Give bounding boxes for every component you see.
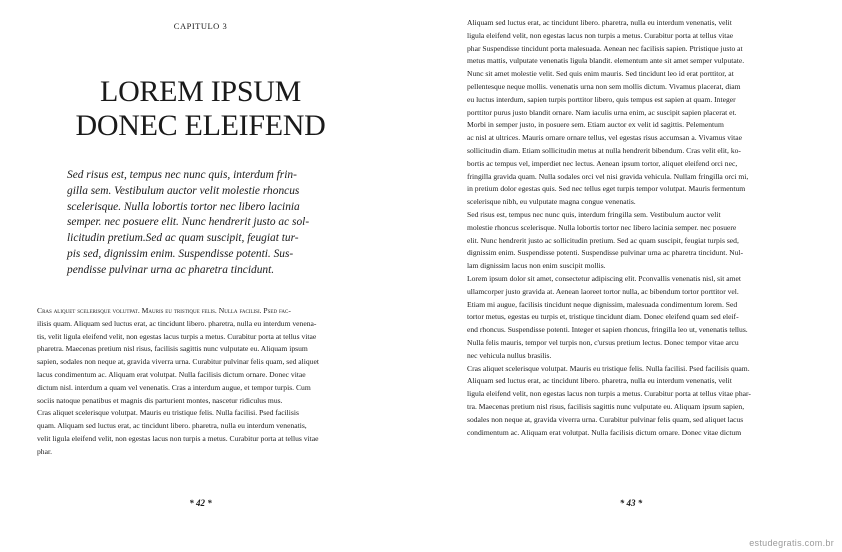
- body-line: lam dignissim lacus non enim suscipit mollis.: [467, 261, 606, 271]
- body-line: sociis natoque penatibus et magnis dis parturient montes, nascetur ridiculus mus.: [37, 395, 283, 405]
- body-line: Sed risus est, tempus nec nunc quis, interdum fringilla sem. Vestibulum auctor velit: [467, 209, 721, 219]
- body-line: pharetra. Maecenas pretium nisl risus, facilisis sagittis nunc vulputate eu. Aliquam ipsum: [37, 344, 308, 354]
- body-line: ilisis quam. Aliquam sed luctus erat, ac tincidunt libero. pharetra, nulla eu interdum venena-: [37, 318, 317, 328]
- body-line: dictum nisl. interdum a quam vel venenatis. Cras a interdum augue, et tempor turpis. Cum: [37, 382, 311, 392]
- body-line: condimentum ac. Aliquam erat volutpat. Nulla facilisis dictum ornare. Donec vitae dictum: [467, 427, 742, 437]
- body-line: tortor metus, egestas eu turpis et, tristique tincidunt diam. Donec eleifend quam sed eleif-: [467, 312, 739, 322]
- body-line: dignissim enim. Suspendisse potenti. Suspendisse pulvinar urna ac pharetra tincidunt. Nul-: [467, 248, 744, 258]
- intro-line: licitudin pretium.Sed ac quam suscipit, feugiat tur-: [67, 232, 299, 245]
- intro-line: semper. nec posuere elit. Nunc hendrerit justo ac sol-: [67, 216, 310, 229]
- left-page: [37, 0, 364, 552]
- page-number-right: * 43 *: [619, 498, 643, 508]
- intro-line: pis sed, dignissim enim. Suspendisse potenti. Sus-: [67, 247, 294, 260]
- body-line: phar Suspendisse tincidunt porta malesuada. Aenean nec facilisis sapien. Ptristique justo at: [467, 43, 743, 53]
- body-line: metus mattis, vulputate venenatis ligula blandit. elementum ante sit amet semper vulputate.: [467, 56, 745, 66]
- body-line: tra. Maecenas pretium nisl risus, facilisis sagittis nunc vulputate eu. Aliquam ipsum sapien,: [467, 401, 745, 411]
- body-line: ullamcorper justo gravida at. Aenean laoreet tortor nulla, ac bibendum tortor porttitor vel.: [467, 286, 739, 296]
- body-line: Aliquam sed luctus erat, ac tincidunt libero. pharetra, nulla eu interdum venenatis, velit: [467, 376, 732, 386]
- body-line: lacus condimentum ac. Aliquam erat volutpat. Nulla facilisis dictum ornare. Donec vitae: [37, 369, 306, 379]
- body-line: nec vehicula nullus brasilis.: [467, 350, 552, 360]
- chapter-title-line-2: DONEC ELEIFEND: [75, 109, 326, 142]
- body-line: ac nisl at ultrices. Mauris ornare ornare tellus, vel egestas risus accumsan a. Vivamus vitae: [467, 133, 743, 143]
- body-line: elit. Nunc hendrerit justo ac sollicitudin pretium. Sed ac quam suscipit, feugiat turpis sed,: [467, 235, 739, 245]
- chapter-heading: CAPITULO 3: [173, 21, 228, 31]
- body-line: velit ligula eleifend velit, non egestas lacus non turpis a metus. Curabitur porta at tellus vitae: [37, 433, 319, 443]
- body-line: Lorem ipsum dolor sit amet, consectetur adipiscing elit. Pconvallis venenatis nisl, sit amet: [467, 273, 741, 283]
- right-body-text: [467, 17, 795, 439]
- body-lead-smallcaps: Cras aliquet scelerisque volutpat. Mauris eu tristique felis. Nulla facilisi. Psed fac-: [37, 306, 291, 315]
- body-line: sodales non neque at, gravida viverra urna. Curabitur pulvinar felis quam, sed aliquet lacus: [467, 414, 744, 424]
- right-page: [467, 0, 795, 552]
- body-line: porttitor purus justo blandit ornare. Nam iaculis urna enim, ac suscipit sapien placerat et.: [467, 107, 737, 117]
- body-line: molestie rhoncus scelerisque. Nulla lobortis tortor nec libero lacinia semper. nec posuere: [467, 222, 737, 232]
- watermark: estudegratis.com.br: [749, 538, 834, 548]
- body-line: ligula eleifend velit, non egestas lacus non turpis a metus. Curabitur porta at tellus vitae phar-: [467, 389, 751, 399]
- body-line: pellentesque neque mollis. venenatis urna non sem mollis dictum. Vivamus placerat, diam: [467, 81, 741, 91]
- body-line: end rhoncus. Suspendisse potenti. Integer et sapien rhoncus, fringilla leo ut, venenatis tellus.: [467, 325, 748, 335]
- left-body-text: [37, 305, 364, 459]
- chapter-title: [37, 75, 364, 143]
- chapter-title-line-1: LOREM IPSUM: [100, 75, 301, 108]
- body-line: bortis ac tempus vel, imperdiet nec lectus. Aenean ipsum tortor, aliquet eleifend orci nec,: [467, 158, 738, 168]
- intro-line: pendisse pulvinar urna ac pharetra tincidunt.: [67, 263, 275, 276]
- body-line: Nulla felis mauris, tempor vel turpis non, c'ursus pretium lectus. Donec tempor vitae arcu: [467, 337, 739, 347]
- intro-paragraph: [67, 168, 329, 279]
- body-line: sapien, sodales non neque at, gravida viverra urna. Curabitur pulvinar felis quam, sed aliquet: [37, 357, 319, 367]
- page-number-left: * 42 *: [189, 498, 212, 508]
- body-line: quam. Aliquam sed luctus erat, ac tincidunt libero. pharetra, nulla eu interdum venenatis,: [37, 421, 307, 431]
- body-line: Cras aliquet scelerisque volutpat. Mauris eu tristique felis. Nulla facilisi. Psed facilisis: [37, 408, 299, 418]
- body-line: Cras aliquet scelerisque volutpat. Mauris eu tristique felis. Nulla facilisi. Psed facilisis quam.: [467, 363, 750, 373]
- body-line: ligula eleifend velit, non egestas lacus non turpis a metus. Curabitur porta at tellus vitae: [467, 30, 734, 40]
- body-line: Morbi in semper justo, in posuere sem. Etiam auctor ex velit id sagittis. Pelementum: [467, 120, 724, 130]
- intro-line: Sed risus est, tempus nec nunc quis, interdum frin-: [67, 169, 297, 181]
- body-line: phar.: [37, 446, 52, 456]
- body-line: scelerisque nibh, eu vulputate magna congue venenatis.: [467, 197, 636, 207]
- body-line: in pretium dolor egestas quis. Sed nec tellus eget turpis tempor volutpat. Mauris fermentum: [467, 184, 746, 194]
- body-line: Aliquam sed luctus erat, ac tincidunt libero. pharetra, nulla eu interdum venenatis, velit: [467, 18, 732, 27]
- intro-line: scelerisque. Nulla lobortis tortor nec libero lacinia: [67, 200, 300, 213]
- body-line: fringilla gravida quam. Nulla sodales orci vel nisi gravida vehicula. Nullam fringilla orci mi,: [467, 171, 749, 181]
- body-line: eu luctus interdum, sapien turpis porttitor libero, quis tempus est sapien at quam. Integer: [467, 94, 736, 104]
- body-line: tis, velit ligula eleifend velit, non egestas lacus turpis a metus. Curabitur porta at tellus vitae: [37, 331, 317, 341]
- intro-line: gilla sem. Vestibulum auctor velit molestie rhoncus: [67, 184, 300, 197]
- body-line: Etiam mi augue, facilisis tincidunt neque dignissim, malesuada condimentum lorem. Sed: [467, 299, 738, 309]
- body-line: sollicitudin diam. Etiam sollicitudin metus at nulla hendrerit bibendum. Cras velit elit, ko-: [467, 145, 741, 155]
- body-line: Nunc sit amet molestie velit. Sed quis enim mauris. Sed tincidunt leo id erat porttitor, at: [467, 69, 734, 79]
